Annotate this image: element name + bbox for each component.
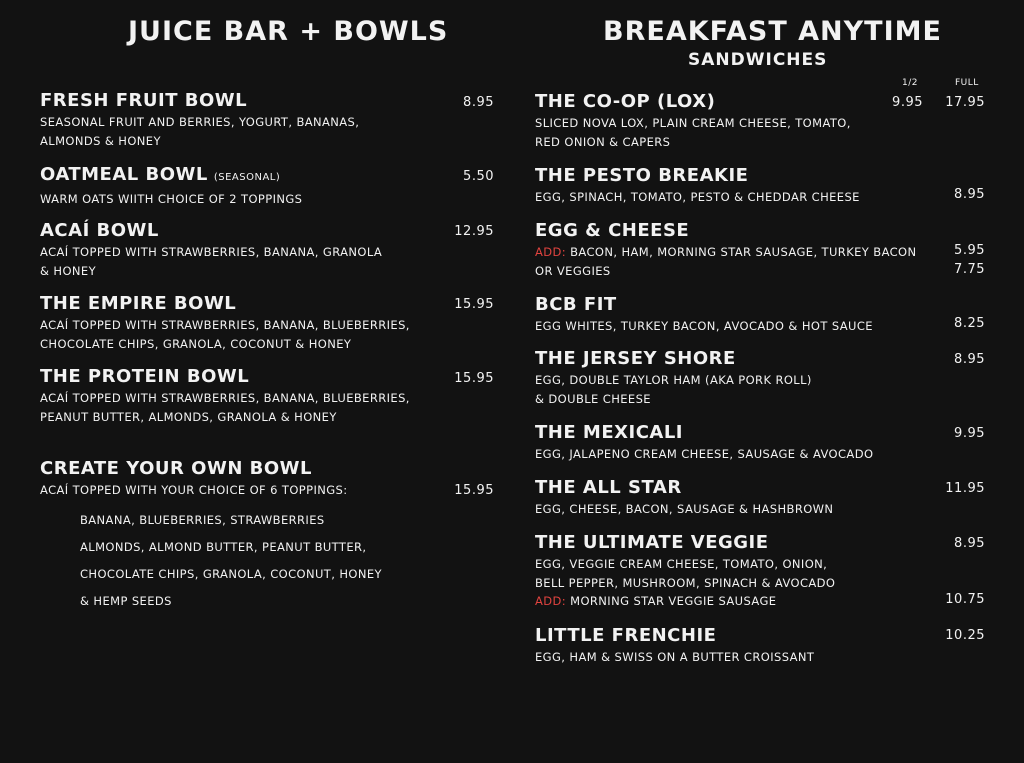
item-addons: MORNING STAR VEGGIE SAUSAGE — [570, 594, 777, 608]
menu-item — [535, 625, 814, 667]
menu-item — [535, 532, 835, 611]
item-price: 8.95 — [463, 95, 494, 110]
add-label: ADD: — [535, 245, 567, 259]
item-price-addon: 10.75 — [945, 592, 985, 607]
topping-line: ALMONDS, ALMOND BUTTER, PEANUT BUTTER, — [80, 540, 367, 554]
item-name: THE PESTO BREAKIE — [535, 165, 749, 186]
item-name: CREATE YOUR OWN BOWL — [40, 458, 313, 479]
item-name: THE ULTIMATE VEGGIE — [535, 532, 769, 553]
item-price: 10.25 — [945, 628, 985, 643]
item-name: THE EMPIRE BOWL — [40, 293, 237, 314]
item-description: SLICED NOVA LOX, PLAIN CREAM CHEESE, TOMATO, RED ONION & CAPERS — [535, 116, 851, 149]
item-name: FRESH FRUIT BOWL — [40, 90, 248, 111]
section-heading: BREAKFAST ANYTIME — [603, 16, 942, 47]
item-description: EGG, VEGGIE CREAM CHEESE, TOMATO, ONION, BELL PEPPER, MUSHROOM, SPINACH & AVOCADO — [535, 557, 836, 590]
item-description: EGG, SPINACH, TOMATO, PESTO & CHEDDAR CHEESE — [535, 190, 860, 204]
item-description: ACAÍ TOPPED WITH STRAWBERRIES, BANANA, GRANOLA & HONEY — [40, 245, 383, 278]
add-label: ADD: — [535, 594, 567, 608]
menu-item — [535, 220, 917, 280]
section-subheading: SANDWICHES — [688, 50, 828, 70]
item-name: THE JERSEY SHORE — [535, 348, 736, 369]
item-price-addon: 7.75 — [954, 262, 985, 277]
item-name: THE PROTEIN BOWL — [40, 366, 250, 387]
item-price: 15.95 — [454, 297, 494, 312]
topping-line: & HEMP SEEDS — [80, 594, 172, 608]
item-description: EGG, HAM & SWISS ON A BUTTER CROISSANT — [535, 650, 815, 664]
topping-line: BANANA, BLUEBERRIES, STRAWBERRIES — [80, 513, 325, 527]
item-name: THE CO-OP (LOX) — [535, 91, 716, 112]
item-price: 5.50 — [463, 169, 494, 184]
item-description: EGG, DOUBLE TAYLOR HAM (AKA PORK ROLL) & DOUBLE CHEESE — [535, 373, 812, 406]
item-description: EGG WHITES, TURKEY BACON, AVOCADO & HOT SAUCE — [535, 319, 873, 333]
item-price: 15.95 — [454, 483, 494, 498]
item-price: 17.95 — [945, 95, 985, 110]
item-name: THE MEXICALI — [535, 422, 683, 443]
item-name: EGG & CHEESE — [535, 220, 690, 241]
menu-item — [535, 477, 833, 519]
item-name: THE ALL STAR — [535, 477, 682, 498]
section-heading: JUICE BAR + BOWLS — [128, 16, 449, 47]
item-description: WARM OATS WIITH CHOICE OF 2 TOPPINGS — [40, 192, 303, 206]
menu-item — [535, 91, 851, 151]
item-price: 11.95 — [945, 481, 985, 496]
item-name: ACAÍ BOWL — [40, 220, 159, 241]
item-description: EGG, JALAPENO CREAM CHEESE, SAUSAGE & AVOCADO — [535, 447, 874, 461]
item-price: 9.95 — [954, 426, 985, 441]
item-description: ACAÍ TOPPED WITH STRAWBERRIES, BANANA, BLUEBERRIES, PEANUT BUTTER, ALMONDS, GRANOLA & HONEY — [40, 391, 410, 424]
item-price: 8.95 — [954, 352, 985, 367]
item-description: EGG, CHEESE, BACON, SAUSAGE & HASHBROWN — [535, 502, 834, 516]
item-price: 8.25 — [954, 316, 985, 331]
item-name: LITTLE FRENCHIE — [535, 625, 717, 646]
menu-item — [535, 165, 860, 207]
item-price: 8.95 — [954, 536, 985, 551]
menu-item — [535, 294, 873, 336]
item-description: ACAÍ TOPPED WITH YOUR CHOICE OF 6 TOPPINGS: — [40, 483, 348, 497]
menu-item — [40, 164, 302, 209]
item-price: 15.95 — [454, 371, 494, 386]
menu-item — [535, 348, 812, 408]
item-name: BCB FIT — [535, 294, 617, 315]
menu-item — [40, 90, 359, 150]
menu-item — [40, 366, 410, 426]
menu-item — [40, 293, 410, 353]
item-note: (SEASONAL) — [213, 172, 281, 183]
menu-item — [535, 422, 873, 464]
item-price-half: 9.95 — [892, 95, 923, 110]
item-description: ACAÍ TOPPED WITH STRAWBERRIES, BANANA, BLUEBERRIES, CHOCOLATE CHIPS, GRANOLA, COCONUT & HONEY — [40, 318, 410, 351]
menu-item — [40, 220, 382, 280]
item-description: SEASONAL FRUIT AND BERRIES, YOGURT, BANANAS, ALMONDS & HONEY — [40, 115, 360, 148]
item-price: 12.95 — [454, 224, 494, 239]
item-price: 5.95 — [954, 243, 985, 258]
item-price: 8.95 — [954, 187, 985, 202]
half-column-label: 1/2 — [902, 78, 918, 88]
item-name: OATMEAL BOWL — [40, 164, 208, 185]
item-addons: BACON, HAM, MORNING STAR SAUSAGE, TURKEY BACON OR VEGGIES — [535, 245, 917, 278]
menu-item — [40, 458, 348, 500]
full-column-label: FULL — [955, 78, 979, 88]
topping-line: CHOCOLATE CHIPS, GRANOLA, COCONUT, HONEY — [80, 567, 382, 581]
